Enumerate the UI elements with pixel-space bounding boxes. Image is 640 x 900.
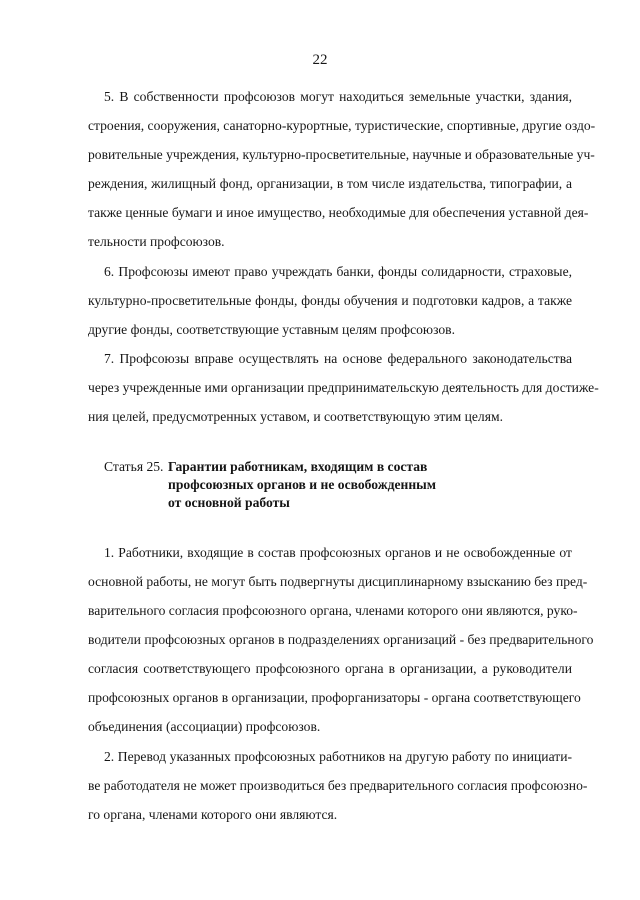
text-line: объединения (ассоциации) профсоюзов. bbox=[88, 719, 321, 734]
text-line: водители профсоюзных органов в подразделениях организаций - без предварительного bbox=[88, 632, 594, 647]
text-line: ния целей, предусмотренных уставом, и соответствующую этим целям. bbox=[88, 409, 503, 424]
paragraph-7 bbox=[88, 344, 599, 431]
article-title bbox=[168, 458, 436, 512]
text-line: ровительные учреждения, культурно-просветительные, научные и образовательные уч- bbox=[88, 147, 595, 162]
paragraph-6 bbox=[88, 257, 572, 344]
text-line: 1. Работники, входящие в состав профсоюзных органов и не освобожденные от bbox=[104, 545, 572, 560]
text-line: 6. Профсоюзы имеют право учреждать банки, фонды солидарности, страховые, bbox=[104, 264, 572, 279]
text-line: строения, сооружения, санаторно-курортные, туристические, спортивные, другие оздо- bbox=[88, 118, 596, 133]
text-line: го органа, членами которого они являются. bbox=[88, 807, 338, 822]
text-line: другие фонды, соответствующие уставным целям профсоюзов. bbox=[88, 322, 455, 337]
text-line: согласия соответствующего профсоюзного органа в организации, а руководители bbox=[88, 661, 572, 676]
text-line: основной работы, не могут быть подвергнуты дисциплинарному взысканию без пред- bbox=[88, 574, 588, 589]
article-title-line: Гарантии работникам, входящим в состав bbox=[168, 459, 428, 474]
article-paragraph-2 bbox=[88, 742, 588, 829]
page-number: 22 bbox=[312, 52, 328, 68]
article-title-line: от основной работы bbox=[168, 495, 290, 510]
article-number: Статья 25. bbox=[104, 459, 164, 474]
text-line: реждения, жилищный фонд, организации, в том числе издательства, типографии, а bbox=[88, 176, 572, 191]
text-line: также ценные бумаги и иное имущество, необходимые для обеспечения уставной дея- bbox=[88, 205, 589, 220]
article-title-line: профсоюзных органов и не освобожденным bbox=[168, 477, 437, 492]
text-line: ве работодателя не может производиться без предварительного согласия профсоюзно- bbox=[88, 778, 588, 793]
text-line: 2. Перевод указанных профсоюзных работников на другую работу по инициати- bbox=[104, 749, 572, 764]
article-paragraph-1 bbox=[88, 538, 594, 741]
text-line: через учрежденные ими организации предпринимательскую деятельность для достиже- bbox=[88, 380, 599, 395]
text-line: 5. В собственности профсоюзов могут находиться земельные участки, здания, bbox=[104, 89, 572, 104]
text-line: варительного согласия профсоюзного органа, членами которого они являются, руко- bbox=[88, 603, 578, 618]
text-line: тельности профсоюзов. bbox=[88, 234, 225, 249]
text-line: профсоюзных органов в организации, профорганизаторы - органа соответствующего bbox=[88, 690, 581, 705]
text-line: 7. Профсоюзы вправе осуществлять на основе федерального законодательства bbox=[104, 351, 572, 366]
text-line: культурно-просветительные фонды, фонды обучения и подготовки кадров, а также bbox=[88, 293, 572, 308]
paragraph-5 bbox=[88, 82, 596, 256]
